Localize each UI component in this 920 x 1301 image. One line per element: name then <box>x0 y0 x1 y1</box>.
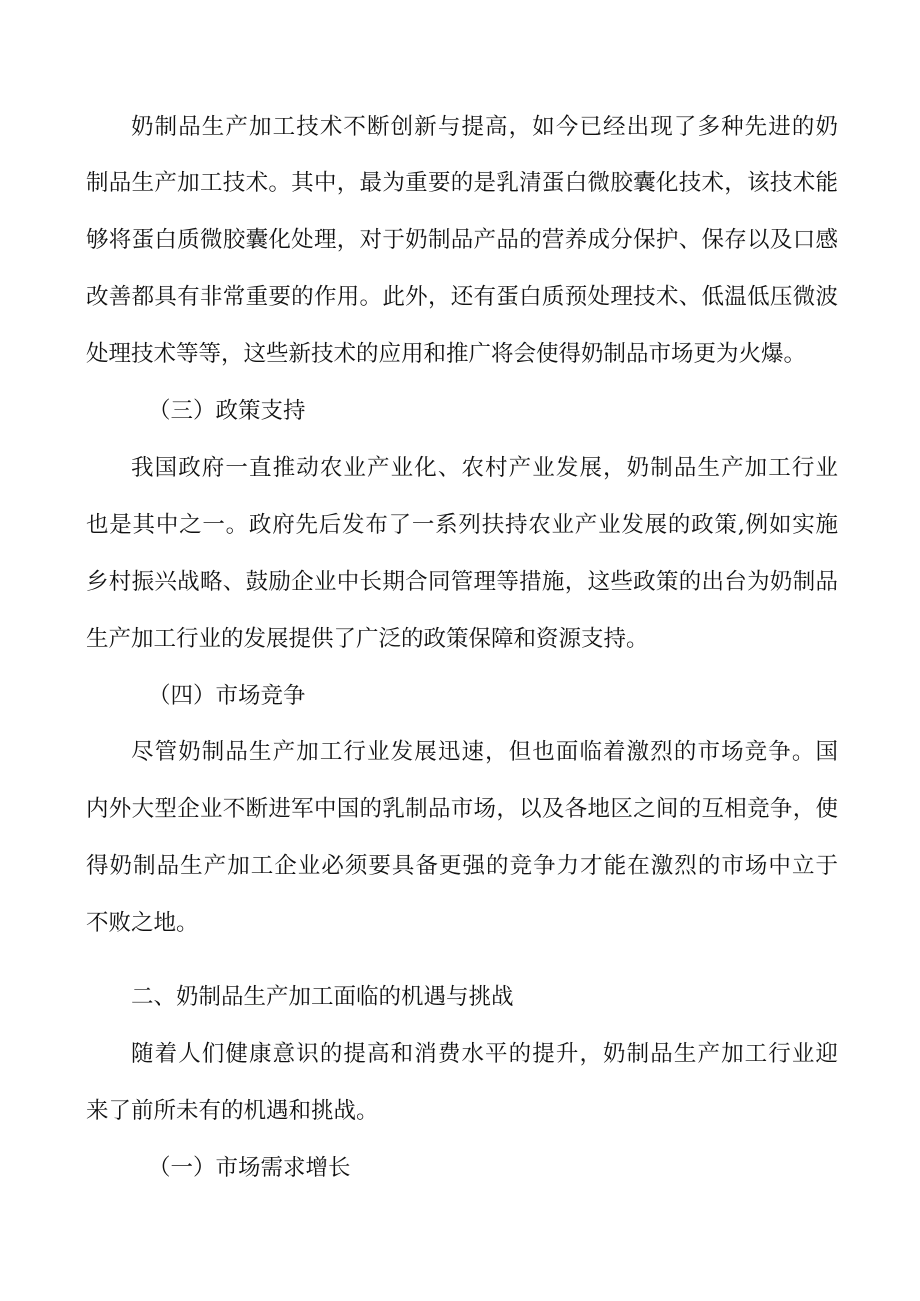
paragraph-opportunity-line-1: 随着人们健康意识的提高和消费水平的提升，奶制品生产加工行业迎 <box>131 1041 838 1067</box>
heading-market-demand-growth: （一）市场需求增长 <box>148 1155 351 1181</box>
paragraph-technology-line-2: 制品生产加工技术。其中，最为重要的是乳清蛋白微胶囊化技术，该技术能 <box>86 170 838 196</box>
paragraph-competition-line-3: 得奶制品生产加工企业必须要具备更强的竞争力才能在激烈的市场中立于 <box>86 853 838 879</box>
paragraph-technology-line-1: 奶制品生产加工技术不断创新与提高，如今已经出现了多种先进的奶 <box>131 114 838 140</box>
paragraph-competition-line-1: 尽管奶制品生产加工行业发展迅速，但也面临着激烈的市场竞争。国 <box>131 739 838 765</box>
paragraph-competition-line-2: 内外大型企业不断进军中国的乳制品市场，以及各地区之间的互相竞争，使 <box>86 796 838 822</box>
paragraph-competition-line-4: 不败之地。 <box>86 910 199 936</box>
heading-policy-support: （三）政策支持 <box>148 398 306 424</box>
paragraph-policy-line-3: 乡村振兴战略、鼓励企业中长期合同管理等措施，这些政策的出台为奶制品 <box>86 569 838 595</box>
paragraph-technology-line-3: 够将蛋白质微胶囊化处理，对于奶制品产品的营养成分保护、保存以及口感 <box>86 227 838 253</box>
heading-market-competition: （四）市场竞争 <box>148 683 306 709</box>
heading-section-2: 二、奶制品生产加工面临的机遇与挑战 <box>131 984 514 1010</box>
paragraph-policy-line-2: 也是其中之一。政府先后发布了一系列扶持农业产业发展的政策,例如实施 <box>86 512 838 538</box>
paragraph-technology-line-4: 改善都具有非常重要的作用。此外，还有蛋白质预处理技术、低温低压微波 <box>86 284 838 310</box>
paragraph-opportunity-line-2: 来了前所未有的机遇和挑战。 <box>86 1098 379 1124</box>
paragraph-technology-line-5: 处理技术等等，这些新技术的应用和推广将会使得奶制品市场更为火爆。 <box>86 341 807 367</box>
paragraph-policy-line-4: 生产加工行业的发展提供了广泛的政策保障和资源支持。 <box>86 626 649 652</box>
paragraph-policy-line-1: 我国政府一直推动农业产业化、农村产业发展，奶制品生产加工行业 <box>131 455 838 481</box>
